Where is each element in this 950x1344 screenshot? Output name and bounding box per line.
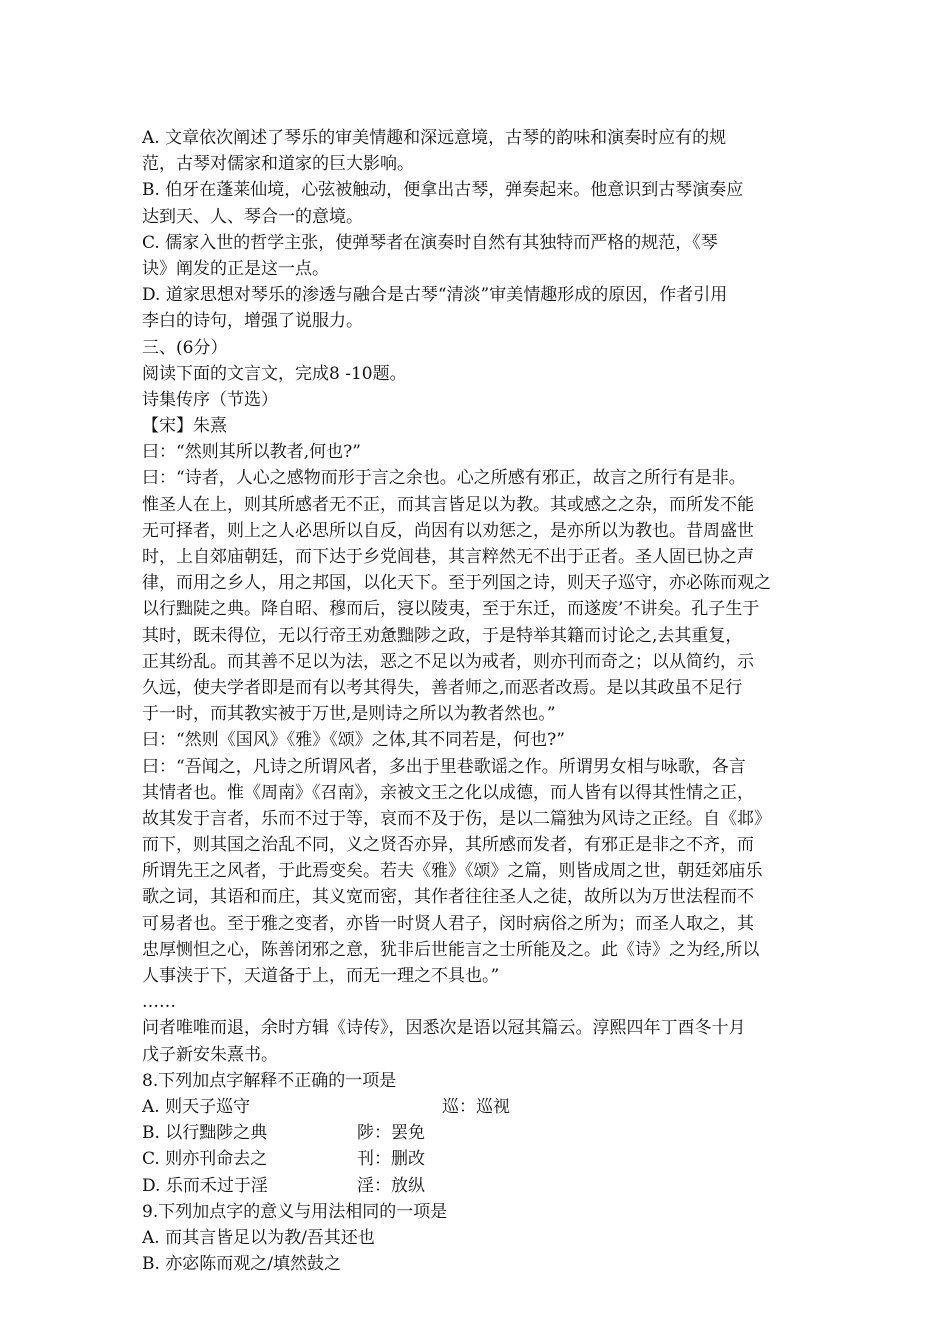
document-body: [142, 125, 818, 1094]
text-line: 久远，使夫学者即是而有以考其得失，善者师之,而恶者改焉。是以其政虽不足行: [142, 677, 743, 698]
text-line: 忠厚恻怛之心，陈善闭邪之意，犹非后世能言之士所能及之。此《诗》之为经,所以: [142, 939, 760, 960]
text-line: A. 文章依次阐述了琴乐的审美情趣和深远意境，古琴的韵味和演奏时应有的规: [142, 128, 727, 148]
option-gloss: 巡：巡视: [442, 1096, 510, 1117]
text-line: 歌之词，其语和而庄，其义宽而密，其作者往往圣人之徒，故所以为万世法程而不: [142, 887, 754, 908]
text-line: B. 伯牙在蓬莱仙境，心弦被触动，便拿出古琴，弹奏起来。他意识到古琴演奏应: [142, 180, 744, 201]
text-line: 人事浃于下，天道备于上，而无一理之不具也。”: [142, 966, 500, 986]
option-gloss: 淫：放纵: [357, 1175, 425, 1196]
text-line: 惟圣人在上，则其所感者无不正，而其言皆足以为教。其或感之之杂，而所发不能: [142, 494, 754, 515]
text-line: A. 而其言皆足以为教/吾其还也: [142, 1227, 375, 1248]
text-line: 其情者也。惟《周南》《召南》，亲被文王之化以成德，而人皆有以得其性情之正，: [142, 782, 754, 803]
option-text: C. 则亦刊命去之: [142, 1149, 268, 1170]
text-line: 三、(6分）: [142, 337, 228, 358]
text-line: 正其纷乱。而其善不足以为法，恶之不足以为戒者，则亦刊而奇之；以从简约，示: [142, 651, 754, 672]
question-9: [142, 1199, 818, 1278]
option-gloss: 陟：罢免: [357, 1123, 425, 1144]
text-line: 而下，则其国之治乱不同，义之贤否亦异，其所感而发者，有邪正是非之不齐，而: [142, 835, 754, 856]
option-row: [142, 1120, 818, 1146]
text-line: 诗集传序（节选）: [142, 389, 278, 410]
text-line: 无可择者，则上之人必思所以自反，尚因有以劝惩之，是亦所以为教也。昔周盛世: [142, 520, 754, 541]
text-line: 曰：“吾闻之，凡诗之所谓风者，多出于里巷歌谣之作。所谓男女相与咏歌，各言: [142, 756, 746, 777]
text-line: 戊子新安朱熹书。: [142, 1044, 278, 1065]
option-text: B. 以行黜陟之典: [142, 1123, 268, 1144]
option-gloss: 刊：删改: [357, 1149, 425, 1170]
option-row: [142, 1173, 818, 1199]
text-line: 时，上自郊庙朝廷，而下达于乡党闾巷，其言粹然无不出于正者。圣人固已协之声: [142, 547, 754, 567]
text-line: 范，古琴对儒家和道家的巨大影响。: [142, 154, 414, 175]
option-row: [142, 1094, 818, 1120]
text-line: D. 道家思想对琴乐的渗透与融合是古琴“清淡”审美情趣形成的原因，作者引用: [142, 285, 728, 306]
text-line: 李白的诗句，增强了说服力。: [142, 311, 363, 332]
text-line: 曰：“然则其所以教者,何也?”: [142, 442, 361, 463]
text-line: 故其发于言者，乐而不过于等，哀而不及于伤，是以二篇独为风诗之正经。自《邶》: [142, 808, 771, 829]
text-line: 问者唯唯而退，余时方辑《诗传》，因悉次是语以冠其篇云。淳熙四年丁酉冬十月: [142, 1018, 746, 1039]
option-text: D. 乐而禾过于淫: [142, 1175, 268, 1196]
text-line: 律，而用之乡人，用之邦国，以化天下。至于列国之诗，则天子巡守，亦必陈而观之: [142, 573, 771, 594]
text-line: 以行黜陡之典。降自昭、穆而后，寖以陵夷，至于东迁，而遂废’不讲矣。孔子生于: [142, 599, 760, 620]
text-line: B. 亦宓陈而观之/填然鼓之: [142, 1254, 342, 1275]
text-line: 【宋】朱熹: [142, 416, 227, 437]
text-line: 曰：“然则《国风》《雅》《颂》之体,其不同若是，何也?”: [142, 730, 565, 751]
text-line: 曰：“诗者，人心之感物而形于言之余也。心之所感有邪正，故言之所行有是非。: [142, 468, 746, 489]
text-line: 于一时，而其教实被于万世,是则诗之所以为教者然也。”: [142, 704, 556, 725]
option-text: A. 则天子巡守: [142, 1096, 251, 1117]
text-line: 诀》阐发的正是这一点。: [142, 258, 329, 279]
document-page: [142, 125, 818, 1277]
text-line: ……: [142, 992, 176, 1013]
text-line: 其时，既未得位，无以行帝王劝惫黜陟之政，于是特举其籍而讨论之,去其重复，: [142, 625, 743, 646]
question-8-options: [142, 1094, 818, 1199]
text-line: 所谓先王之风者，于此焉变矣。若夫《雅》《颂》之篇，则皆成周之世，朝廷郊庙乐: [142, 861, 763, 882]
text-line: 9.下列加点字的意义与用法相同的一项是: [142, 1201, 448, 1222]
text-line: 阅读下面的文言文，完成8 -10题。: [142, 363, 407, 384]
text-line: 达到天、人、琴合一的意境。: [142, 206, 363, 227]
text-line: 可易者也。至于雅之变者，亦皆一时贤人君子，闵时病俗之所为；而圣人取之，其: [142, 913, 754, 934]
option-row: [142, 1146, 818, 1172]
text-line: 8.下列加点字解释不正确的一项是: [142, 1070, 397, 1091]
text-line: C. 儒家入世的哲学主张，使弹琴者在演奏时自然有其独特而严格的规范，《琴: [142, 232, 718, 253]
